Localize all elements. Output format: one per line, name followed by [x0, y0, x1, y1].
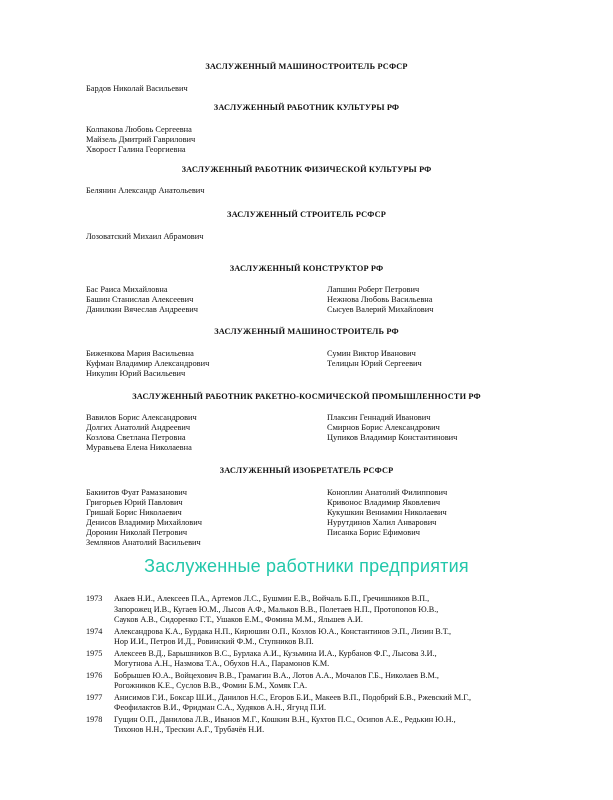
- year-row: [86, 693, 526, 714]
- year-row: [86, 627, 526, 648]
- person-name: Плаксин Геннадий Иванович: [327, 413, 431, 422]
- person-name: Сысуев Валерий Михайлович: [327, 305, 434, 314]
- person-name: Козлова Светлана Петровна: [86, 433, 186, 442]
- person-name: Муравьева Елена Николаевна: [86, 443, 192, 452]
- year-label: 1977: [86, 692, 103, 702]
- person-name: Бас Раиса Михайловна: [86, 285, 168, 294]
- person-name: Доронин Николай Петрович: [86, 528, 188, 537]
- names-list: [86, 186, 204, 196]
- enterprise-title: Заслуженные работники предприятия: [144, 556, 469, 576]
- person-name: Цупиков Владимир Константинович: [327, 433, 458, 442]
- year-names-line: Феофилактов В.И., Фридман С.А., Худяков А.Н., Ягунд П.И.: [114, 703, 327, 712]
- person-name: Куфман Владимир Александрович: [86, 359, 210, 368]
- year-label: 1976: [86, 670, 103, 680]
- person-name: Вавилов Борис Александрович: [86, 413, 197, 422]
- person-name: Лозоватский Михаил Абрамович: [86, 232, 204, 241]
- person-name: Кривонос Владимир Яковлевич: [327, 498, 441, 507]
- year-names-line: Акаев Н.И., Алексеев П.А., Артемов Л.С., Бушмин Е.В., Войчаль Б.П., Гречишников В.П.,: [114, 594, 430, 603]
- year-names-line: Бобрышев Ю.А., Войцехович В.В., Грамагин В.А., Лотов А.А., Мочалов Г.Б., Николаев В.М.,: [114, 670, 439, 680]
- names-list: [86, 125, 195, 155]
- year-names-line: Нор И.И., Петров И.Д., Ровинский Ф.М., Ступников В.П.: [114, 637, 314, 646]
- year-row: [86, 594, 526, 626]
- person-name: Бакиитов Фуат Рамазанович: [86, 488, 187, 497]
- person-name: Никулин Юрий Васильевич: [86, 369, 186, 378]
- person-name: Биженкова Мария Васильевна: [86, 349, 194, 358]
- section-heading: ЗАСЛУЖЕННЫЙ РАБОТНИК РАКЕТНО-КОСМИЧЕСКОЙ ПРОМЫШЛЕННОСТИ РФ: [132, 392, 481, 401]
- years-list: [86, 594, 526, 736]
- section-heading: ЗАСЛУЖЕННЫЙ МАШИНОСТРОИТЕЛЬ РСФСР: [205, 62, 408, 71]
- names-list: [86, 84, 188, 94]
- person-name: Землянов Анатолий Васильевич: [86, 538, 201, 547]
- year-row: [86, 671, 526, 692]
- names-list-left: [86, 349, 209, 379]
- person-name: Гришай Борис Николаевич: [86, 508, 182, 517]
- person-name: Долгих Анатолий Андреевич: [86, 423, 191, 432]
- year-label: 1978: [86, 714, 103, 724]
- person-name: Писанка Борис Ефимович: [327, 528, 420, 537]
- names-list-left: [86, 488, 202, 548]
- names-list-right: [327, 349, 422, 369]
- section-heading: ЗАСЛУЖЕННЫЙ МАШИНОСТРОИТЕЛЬ РФ: [214, 327, 399, 336]
- year-label: 1975: [86, 648, 103, 658]
- person-name: Белянин Александр Анатольевич: [86, 186, 205, 195]
- person-name: Сумин Виктор Иванович: [327, 349, 416, 358]
- person-name: Коноплин Анатолий Филиппович: [327, 488, 448, 497]
- person-name: Бардов Николай Васильевич: [86, 84, 188, 93]
- year-label: 1973: [86, 594, 103, 603]
- year-names-line: Могутнова А.Н., Назмова Т.А., Обухов Н.А., Парамонов К.М.: [114, 659, 330, 668]
- names-list: [86, 232, 203, 242]
- names-list-right: [327, 413, 457, 443]
- year-names-line: Тихонов Н.Н., Трескин А.Г., Трубачёв Н.И.: [114, 725, 265, 734]
- person-name: Майзель Дмитрий Гаврилович: [86, 135, 196, 144]
- year-label: 1974: [86, 626, 103, 636]
- year-row: [86, 715, 526, 736]
- section-heading: ЗАСЛУЖЕННЫЙ СТРОИТЕЛЬ РСФСР: [227, 210, 386, 219]
- year-names-line: Сауков А.В., Сидоренко Г.Т., Ушаков Е.М., Фомина М.М., Яльшев А.И.: [114, 615, 363, 624]
- year-names-line: Рогожников К.Е., Суслов В.В., Фомин Б.М., Хомяк Г.А.: [114, 681, 307, 690]
- year-names-line: Алексеев В.Д., Барышников В.С., Бурлака А.И., Кузьмина И.А., Курбанов Ф.Г., Лысова З.И.,: [114, 648, 437, 658]
- year-names-line: Запорожец И.В., Кугаев Ю.М., Лысов А.Ф., Мальков В.В., Полетаев Н.П., Протопопов Ю.В.,: [114, 604, 439, 614]
- person-name: Григорьев Юрий Павлович: [86, 498, 183, 507]
- person-name: Лапшин Роберт Петрович: [327, 285, 420, 294]
- person-name: Смирнов Борис Александрович: [327, 423, 440, 432]
- year-names-line: Александрова К.А., Бурдака Н.П., Кирюшин О.П., Козлов Ю.А., Константинов Э.П., Лизин В.Т.,: [114, 626, 452, 636]
- section-heading: ЗАСЛУЖЕННЫЙ РАБОТНИК ФИЗИЧЕСКОЙ КУЛЬТУРЫ РФ: [181, 165, 432, 174]
- section-heading: ЗАСЛУЖЕННЫЙ ИЗОБРЕТАТЕЛЬ РСФСР: [219, 466, 394, 475]
- person-name: Денисов Владимир Михайлович: [86, 518, 202, 527]
- names-list-left: [86, 413, 197, 453]
- section-heading: ЗАСЛУЖЕННЫЙ РАБОТНИК КУЛЬТУРЫ РФ: [213, 103, 400, 112]
- person-name: Нежнова Любовь Васильевна: [327, 295, 433, 304]
- names-list-right: [327, 285, 433, 315]
- person-name: Данилкин Вячеслав Андреевич: [86, 305, 198, 314]
- year-row: [86, 649, 526, 670]
- year-names-line: Гущин О.П., Данилова Л.В., Иванов М.Г., Кошкин В.Н., Кухтов П.С., Осипов А.Е., Редькин Ю.Н.,: [114, 714, 456, 724]
- person-name: Нурутдинов Халил Анварович: [327, 518, 437, 527]
- person-name: Башин Станислав Алексеевич: [86, 295, 194, 304]
- year-names-line: Анисимов Г.И., Боксар Ш.И., Данилов Н.С., Егоров Б.И., Макеев В.П., Подобрий Б.В., Ржевский М.Г.,: [114, 692, 472, 702]
- person-name: Хворост Галина Георгиевна: [86, 145, 186, 154]
- names-list-right: [327, 488, 447, 538]
- person-name: Кукушкин Вениамин Николаевич: [327, 508, 447, 517]
- person-name: Телицын Юрий Сергеевич: [327, 359, 422, 368]
- person-name: Колпакова Любовь Сергеевна: [86, 125, 192, 134]
- names-list-left: [86, 285, 198, 315]
- section-heading: ЗАСЛУЖЕННЫЙ КОНСТРУКТОР РФ: [229, 264, 384, 273]
